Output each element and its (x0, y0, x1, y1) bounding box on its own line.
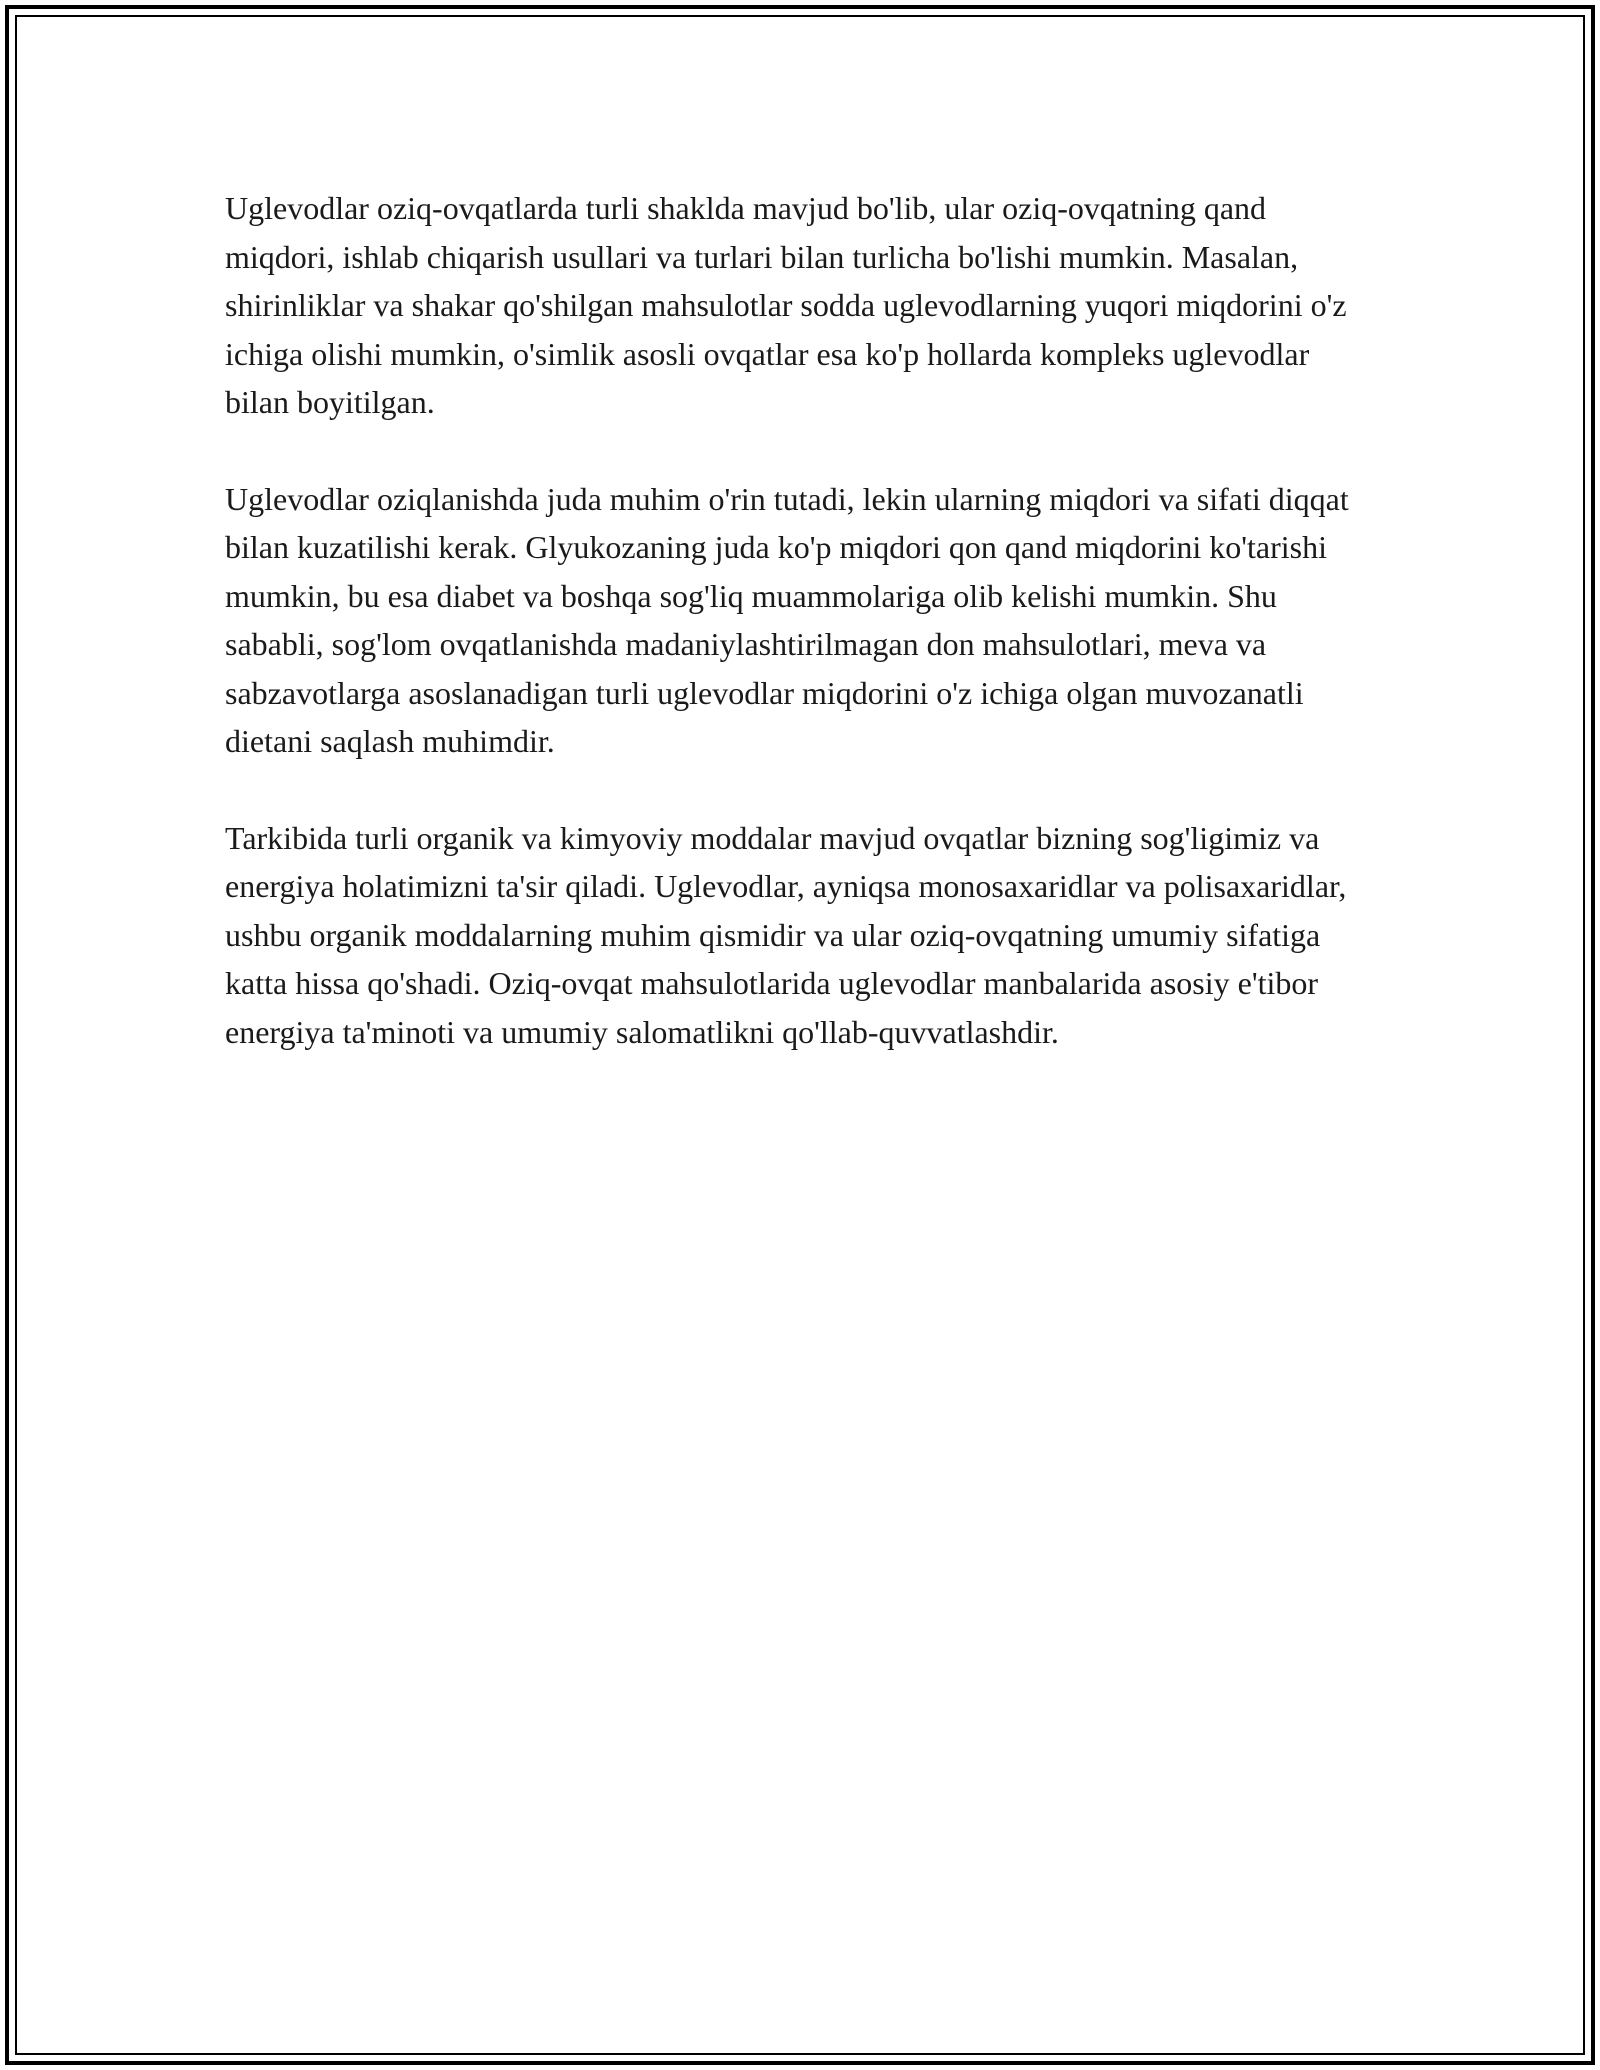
paragraph-2: Uglevodlar oziqlanishda juda muhim o'rin tutadi, lekin ularning miqdori va sifati diqqat bilan kuzatilishi kerak. Glyukozaning juda ko'p miqdori qon qand miqdorini ko'tarishi mumkin, bu esa diabet va boshqa sog'liq muammolariga olib kelishi mumkin. Shu sababli, sog'lom ovqatlanishda madaniylashtirilmagan don mahsulotlari, meva va sabzavotlarga asoslanadigan turli uglevodlar miqdorini o'z ichiga olgan muvozanatli dietani saqlash muhimdir. (225, 480, 1349, 759)
paragraph-3: Tarkibida turli organik va kimyoviy moddalar mavjud ovqatlar bizning sog'ligimiz va energiya holatimizni ta'sir qiladi. Uglevodlar, ayniqsa monosaxaridlar va polisaxaridlar, ushbu organik moddalarning muhim qismidir va ular oziq-ovqatning umumiy sifatiga katta hissa qo'shadi. Oziq-ovqat mahsulotlarida uglevodlar manbalarida asosiy e'tibor energiya ta'minoti va umumiy salomatlikni qo'llab-quvvatlashdir. (225, 819, 1347, 1050)
document-body (225, 184, 1355, 1104)
paragraph-1: Uglevodlar oziq-ovqatlarda turli shaklda mavjud bo'lib, ular oziq-ovqatning qand miqdori, ishlab chiqarish usullari va turlari bilan turlicha bo'lishi mumkin. Masalan, shirinliklar va shakar qo'shilgan mahsulotlar sodda uglevodlarning yuqori miqdorini o'z ichiga olishi mumkin, o'simlik asosli ovqatlar esa ko'p hollarda kompleks uglevodlar bilan boyitilgan. (225, 190, 1347, 420)
